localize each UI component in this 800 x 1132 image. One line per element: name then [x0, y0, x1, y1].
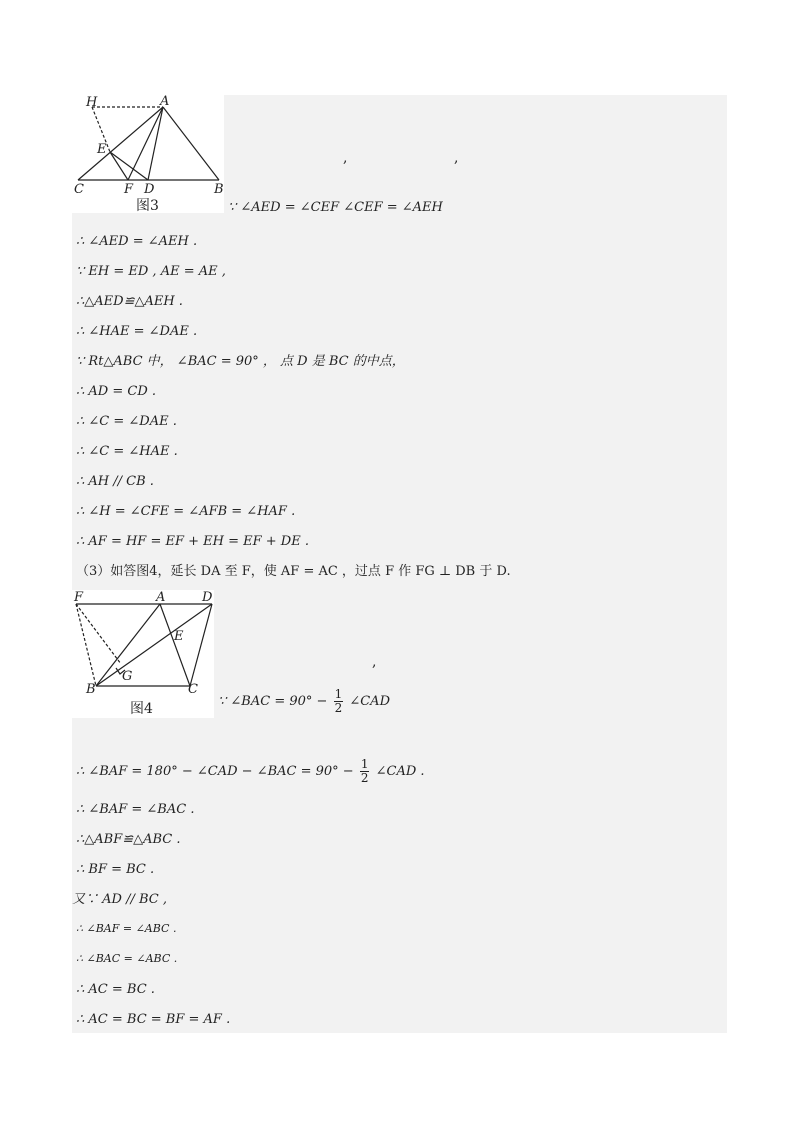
- fig3-segment-ab: [163, 107, 219, 180]
- proof-line-18: 又∵ AD // BC ,: [72, 892, 167, 907]
- proof-line-3: ∴△AED≌△AEH .: [76, 294, 183, 309]
- fig4-caption: 图4: [130, 701, 153, 717]
- figure-4-diagram: [72, 590, 214, 718]
- fraction-numerator: 1: [334, 687, 343, 701]
- fig4-segment-fb: [76, 604, 96, 686]
- fig3-segment-ed: [110, 152, 148, 180]
- fig3-label-c: C: [74, 182, 84, 197]
- proof-line-5: ∵ Rt△ABC 中， ∠BAC = 90° ， 点 D 是 BC 的中点，: [76, 354, 405, 369]
- stray-comma-3: ,: [372, 654, 377, 670]
- proof-line-13-tail: ∠CAD: [349, 694, 390, 709]
- fig3-segment-ef: [110, 152, 128, 180]
- fig3-caption: 图3: [136, 198, 159, 213]
- fraction-one-half: [334, 688, 344, 715]
- proof-line-1: ∴ ∠AED = ∠AEH .: [76, 234, 198, 249]
- proof-line-17: ∴ BF = BC .: [76, 862, 155, 877]
- fraction-denominator: 2: [334, 701, 343, 715]
- stray-comma-1: ,: [343, 150, 348, 166]
- proof-line-11: ∴ AF = HF = EF + EH = EF + DE .: [76, 534, 309, 549]
- fig4-label-f: F: [74, 590, 84, 605]
- proof-line-22: ∴ AC = BC = BF = AF .: [76, 1012, 231, 1027]
- figure-3-diagram: [72, 95, 224, 213]
- fig4-label-g: G: [122, 669, 133, 684]
- fig4-label-e: E: [174, 629, 184, 644]
- proof-line-15: ∴ ∠BAF = ∠BAC .: [76, 802, 195, 817]
- fraction-one-half-2: [360, 758, 370, 785]
- figure-3: [72, 95, 224, 213]
- fig4-segment-dc: [190, 604, 212, 686]
- proof-line-9: ∴ AH // CB .: [76, 474, 154, 489]
- proof-line-14-text: ∴ ∠BAF = 180° − ∠CAD − ∠BAC = 90° −: [76, 764, 354, 779]
- fig3-label-b: B: [214, 182, 224, 197]
- proof-line-4: ∴ ∠HAE = ∠DAE .: [76, 324, 198, 339]
- proof-line-19: ∴ ∠BAF = ∠ABC .: [76, 922, 177, 935]
- fig4-label-b: B: [86, 682, 96, 697]
- fig3-label-d: D: [144, 182, 155, 197]
- fig4-segment-db: [96, 604, 212, 686]
- proof-line-8: ∴ ∠C = ∠HAE .: [76, 444, 178, 459]
- fig4-label-d: D: [202, 590, 213, 605]
- fig4-label-a: A: [156, 590, 166, 605]
- proof-line-16: ∴△ABF≌△ABC .: [76, 832, 181, 847]
- fig4-label-c: C: [188, 682, 198, 697]
- proof-line-13: [218, 688, 390, 715]
- stray-comma-2: ,: [454, 150, 459, 166]
- proof-line-20: ∴ ∠BAC = ∠ABC .: [76, 952, 178, 965]
- fraction-numerator-2: 1: [360, 757, 369, 771]
- part-3-heading: （3）如答图4，延长 DA 至 F，使 AF = AC ，过点 F 作 FG ⊥ DB 于 D.: [76, 564, 511, 579]
- proof-line-2: ∵ EH = ED , AE = AE ,: [76, 264, 226, 279]
- proof-line-21: ∴ AC = BC .: [76, 982, 155, 997]
- proof-line-0: ∵ ∠AED = ∠CEF ∠CEF = ∠AEH: [228, 200, 443, 215]
- proof-line-10: ∴ ∠H = ∠CFE = ∠AFB = ∠HAF .: [76, 504, 296, 519]
- fig3-label-f: F: [124, 182, 134, 197]
- fig3-label-a: A: [160, 95, 170, 109]
- fig4-segment-ac: [160, 604, 190, 686]
- figure-4: [72, 590, 214, 718]
- fraction-denominator-2: 2: [360, 771, 369, 785]
- fig3-label-h: H: [86, 95, 98, 110]
- proof-line-7: ∴ ∠C = ∠DAE .: [76, 414, 177, 429]
- proof-line-13-text: ∵ ∠BAC = 90° −: [218, 694, 328, 709]
- proof-line-6: ∴ AD = CD .: [76, 384, 157, 399]
- proof-line-14: [76, 758, 425, 785]
- proof-line-14-tail: ∠CAD .: [375, 764, 425, 779]
- fig3-label-e: E: [97, 142, 107, 157]
